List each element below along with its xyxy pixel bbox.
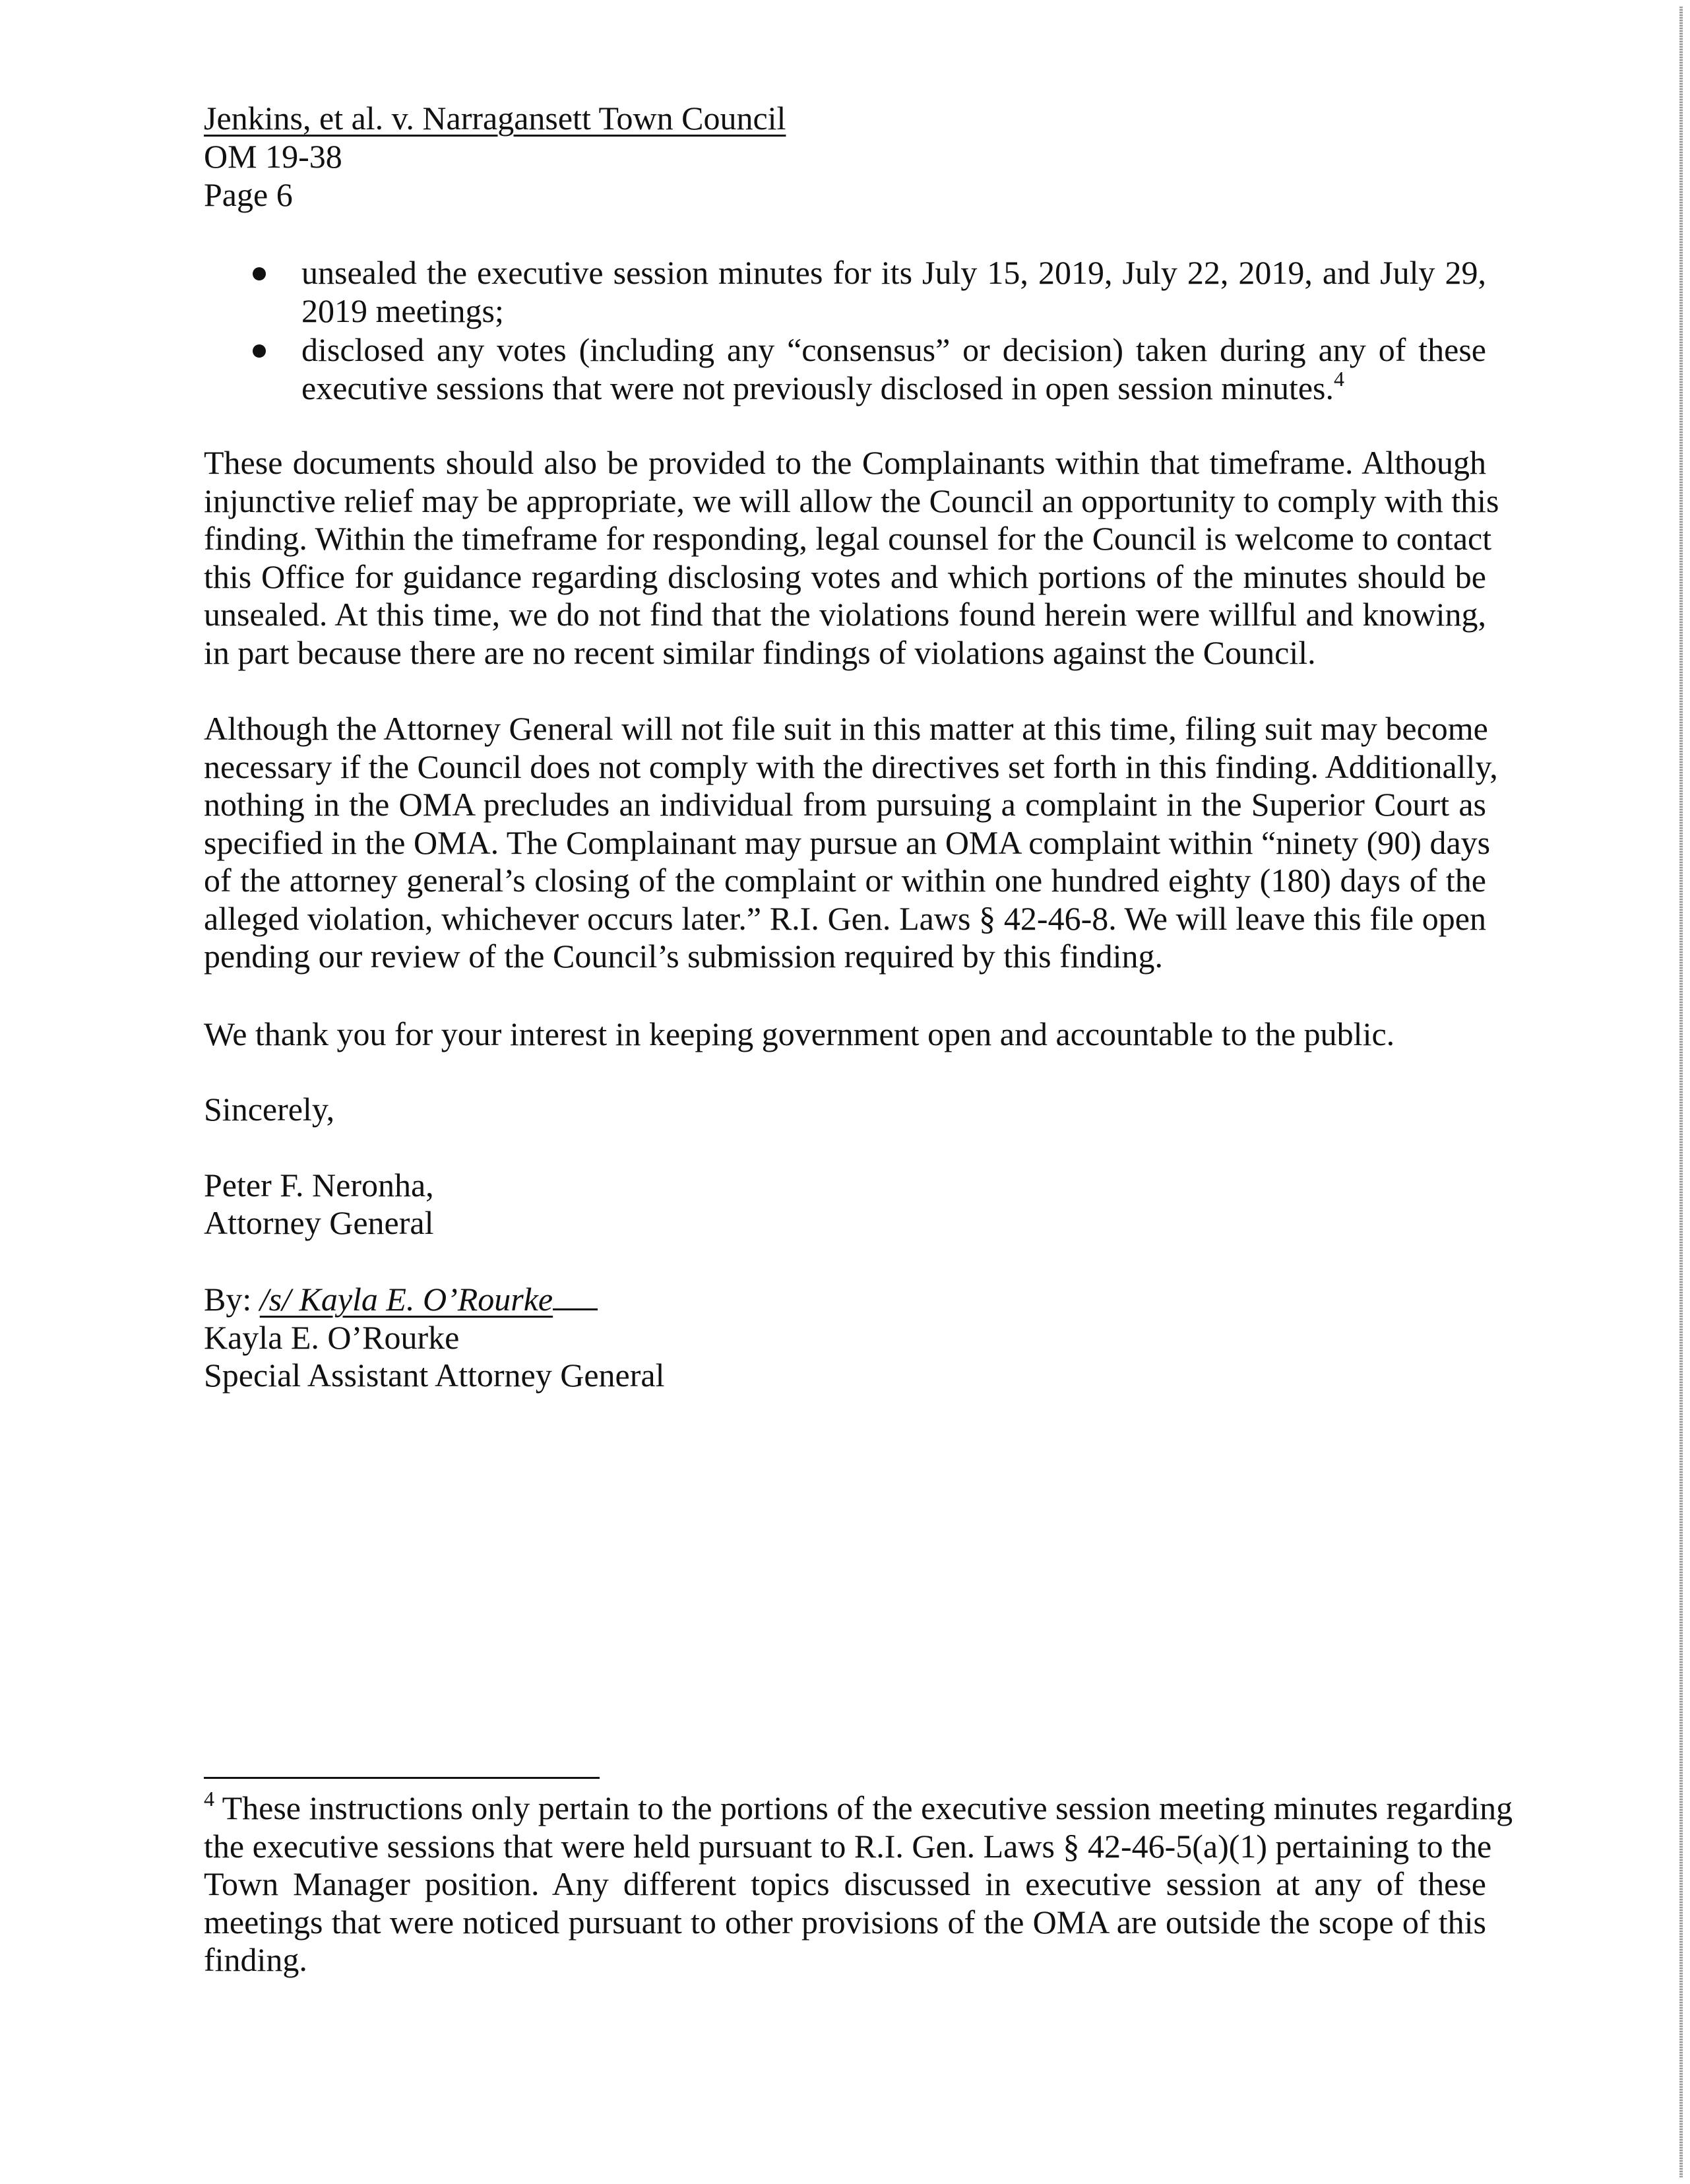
signer-title: Attorney General: [204, 1204, 434, 1241]
signature-line: [204, 1280, 598, 1318]
bullet-icon: [253, 267, 266, 280]
footnote-line: Town Manager position. Any different topics discussed in executive session at any of these: [204, 1865, 1486, 1902]
footnote-text: These instructions only pertain to the portions of the executive session meeting minutes regarding: [214, 1789, 1513, 1826]
paragraph-line: this Office for guidance regarding disclosing votes and which portions of the minutes should be: [204, 558, 1486, 595]
signer-name: Peter F. Neronha,: [204, 1167, 434, 1204]
paragraph-line: These documents should also be provided to the Complainants within that timeframe. Although: [204, 444, 1486, 481]
footnote-line: the executive sessions that were held pursuant to R.I. Gen. Laws § 42-46-5(a)(1) pertaining to the: [204, 1827, 1492, 1865]
footnote: [204, 1787, 1513, 1979]
list-item-text: executive sessions that were not previously disclosed in open session minutes.: [301, 369, 1334, 406]
footnote-line: meetings that were noticed pursuant to other provisions of the OMA are outside the scope of this: [204, 1903, 1486, 1941]
list-item-line: unsealed the executive session minutes for its July 15, 2019, July 22, 2019, and July 29,: [301, 254, 1486, 291]
list-item-line: [301, 369, 1486, 407]
bullet-icon: [253, 344, 266, 358]
footnote-reference[interactable]: 4: [1334, 367, 1345, 391]
agent-name: Kayla E. O’Rourke: [204, 1319, 460, 1356]
paragraph-line: of the attorney general’s closing of the complaint or within one hundred eighty (180) days of the: [204, 862, 1486, 899]
footnote-separator: [204, 1777, 600, 1779]
scan-edge-border: [1679, 7, 1683, 2177]
list-item-line: disclosed any votes (including any “consensus” or decision) taken during any of these: [301, 331, 1486, 368]
list-item-line: 2019 meetings;: [301, 292, 504, 329]
paragraph-line: finding. Within the timeframe for responding, legal counsel for the Council is welcome to contact: [204, 520, 1492, 557]
paragraph-line: specified in the OMA. The Complainant may pursue an OMA complaint within “ninety (90) days: [204, 823, 1491, 861]
electronic-signature: /s/ Kayla E. O’Rourke: [259, 1281, 553, 1318]
paragraph-line: necessary if the Council does not comply with the directives set forth in this finding. Additionally,: [204, 748, 1498, 785]
salutation: Sincerely,: [204, 1091, 335, 1128]
paragraph-line: Although the Attorney General will not file suit in this matter at this time, filing suit may become: [204, 710, 1488, 747]
footnote-line: finding.: [204, 1941, 307, 1978]
agent-title: Special Assistant Attorney General: [204, 1357, 665, 1394]
docket-number: OM 19-38: [204, 138, 342, 175]
paragraph-line: injunctive relief may be appropriate, we will allow the Council an opportunity to comply with this: [204, 482, 1499, 519]
paragraph-line: nothing in the OMA precludes an individual from pursuing a complaint in the Superior Court as: [204, 786, 1486, 823]
by-label: By:: [204, 1281, 260, 1318]
page-number: Page 6: [204, 176, 293, 213]
paragraph-line: in part because there are no recent similar findings of violations against the Council.: [204, 633, 1316, 671]
footnote-number: 4: [204, 1787, 214, 1811]
case-title: Jenkins, et al. v. Narragansett Town Council: [204, 100, 786, 137]
footnote-line: [204, 1787, 1513, 1828]
paragraph-line: pending our review of the Council’s submission required by this finding.: [204, 938, 1163, 975]
paragraph-enforcement: [204, 710, 1498, 976]
thanks-line: We thank you for your interest in keeping government open and accountable to the public.: [204, 1015, 1395, 1052]
paragraph-line: alleged violation, whichever occurs later.” R.I. Gen. Laws § 42-46-8. We will leave this file open: [204, 899, 1486, 937]
paragraph-compliance: [204, 444, 1499, 672]
signature-underline: [553, 1282, 598, 1310]
paragraph-line: unsealed. At this time, we do not find that the violations found herein were willful and knowing,: [204, 596, 1486, 633]
